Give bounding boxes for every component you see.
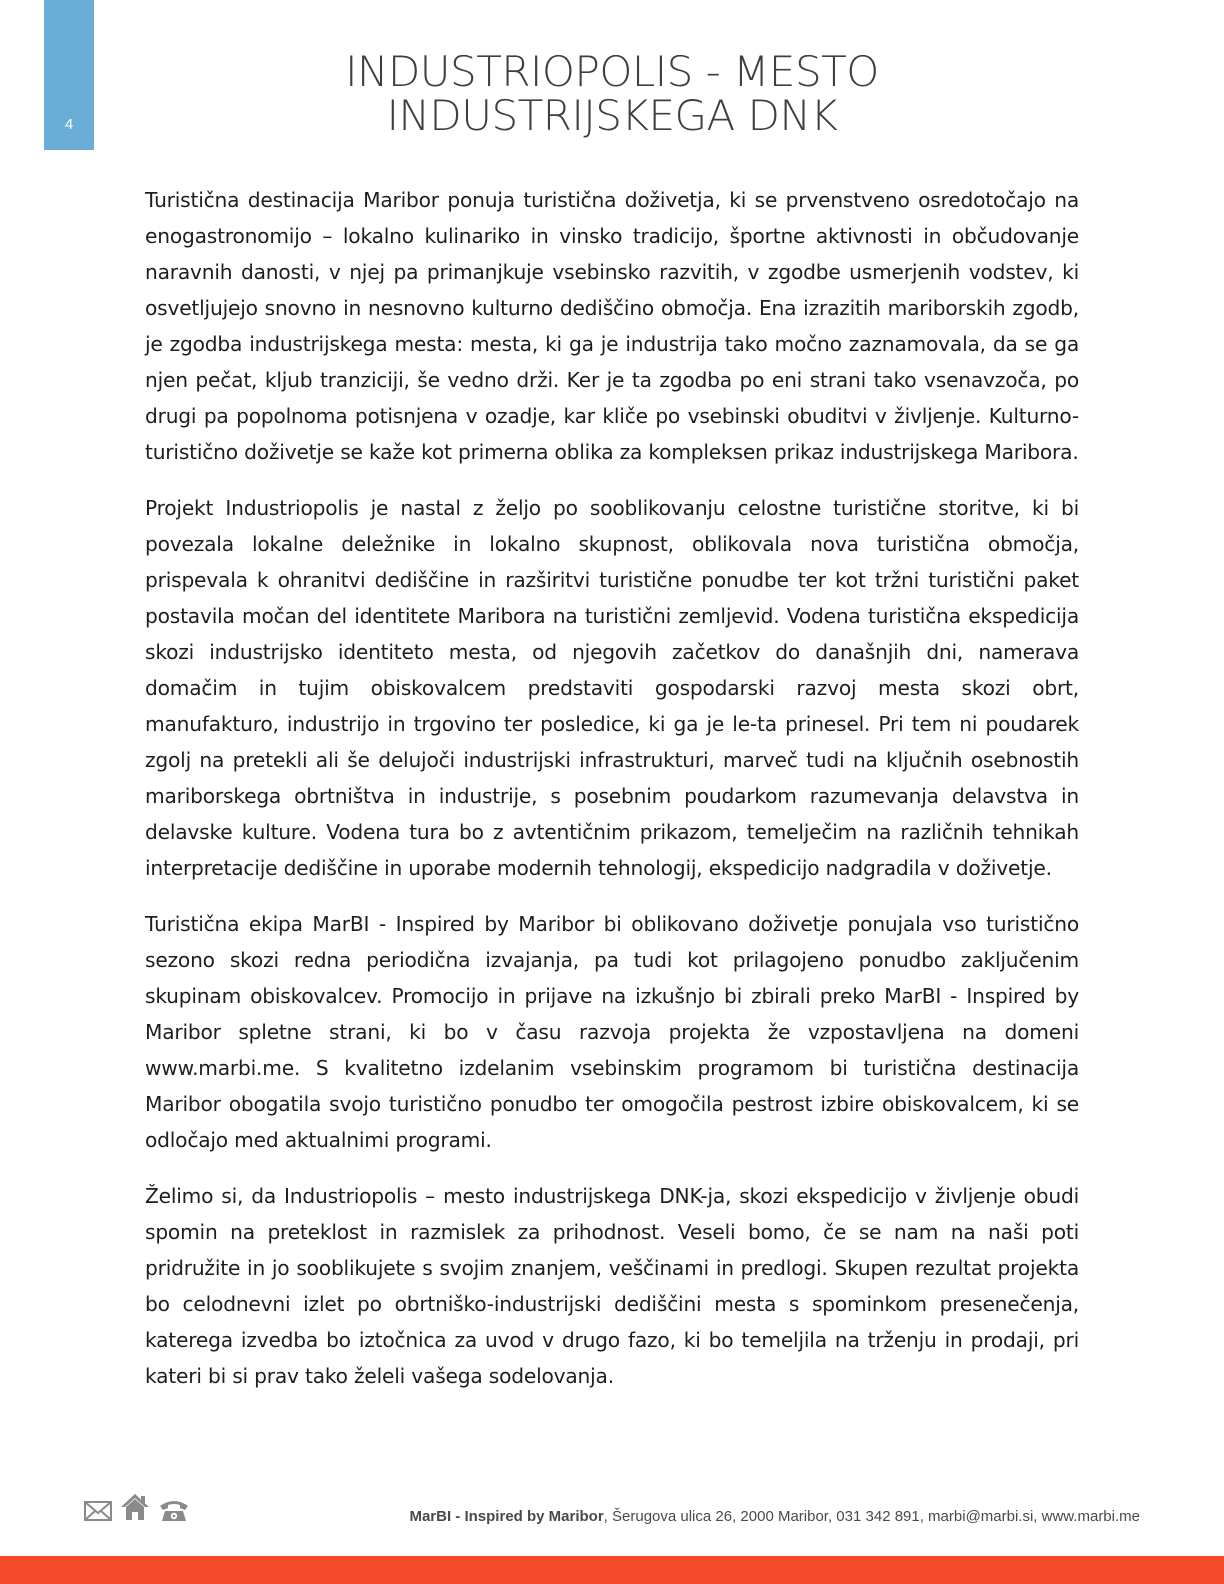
title-line-2: INDUSTRIJSKEGA DNK <box>386 91 838 140</box>
telephone-icon <box>158 1498 190 1522</box>
footer-icons <box>84 1490 190 1522</box>
footer-brand: MarBI - Inspired by Maribor <box>409 1508 604 1525</box>
home-icon <box>120 1492 150 1522</box>
footer-contact <box>409 1508 1140 1525</box>
title-line-1: INDUSTRIOPOLIS - MESTO <box>345 47 879 96</box>
body-text <box>145 182 1079 1414</box>
footer-details: , Šerugova ulica 26, 2000 Maribor, 031 342 891, marbi@marbi.si, www.marbi.me <box>603 1508 1140 1525</box>
paragraph-1: Turistična destinacija Maribor ponuja turistična doživetja, ki se prvenstveno osredotočajo na enogastronomijo – lokalno kulinariko in vinsko tradicijo, športne aktivnosti in občudovanje naravnih danosti, v njej pa primanjkuje vsebinsko razvitih, v zgodbe usmerjenih vodstev, ki osvetljujejo snovno in nesnovno kulturno dediščino območja. Ena izrazitih mariborskih zgodb, je zgodba industrijskega mesta: mesta, ki ga je industrija tako močno zaznamovala, da se ga njen pečat, kljub tranziciji, še vedno drži. Ker je ta zgodba po eni strani tako vsenavzoča, po drugi pa popolnoma potisnjena v ozadje, kar kliče po vsebinski obuditvi v življenje. Kulturno-turistično doživetje se kaže kot primerna oblika za kompleksen prikaz industrijskega Maribora. <box>145 188 1079 464</box>
envelope-icon <box>84 1500 112 1522</box>
page-number: 4 <box>64 116 74 133</box>
paragraph-3: Turistična ekipa MarBI - Inspired by Maribor bi oblikovano doživetje ponujala vso turistično sezono skozi redna periodična izvajanja, pa tudi kot prilagojeno ponudbo zaključenim skupinam obiskovalcev. Promocijo in prijave na izkušnjo bi zbirali preko MarBI - Inspired by Maribor spletne strani, ki bo v času razvoja projekta že vzpostavljena na domeni www.marbi.me. S kvalitetno izdelanim vsebinskim programom bi turistična destinacija Maribor obogatila svojo turistično ponudbo ter omogočila pestrost izbire obiskovalcem, ki se odločajo med aktualnimi programi. <box>145 912 1079 1152</box>
page-title <box>230 47 994 140</box>
paragraph-2: Projekt Industriopolis je nastal z željo po sooblikovanju celostne turistične storitve, ki bi povezala lokalne deležnike in lokalno skupnost, oblikovala nova turistična območja, prispevala k ohranitvi dediščine in razširitvi turistične ponudbe ter kot tržni turistični paket postavila močan del identitete Maribora na turistični zemljevid. Vodena turistična ekspedicija skozi industrijsko identiteto mesta, od njegovih začetkov do današnjih dni, namerava domačim in tujim obiskovalcem predstaviti gospodarski razvoj mesta skozi obrt, manufakturo, industrijo in trgovino ter posledice, ki ga je le-ta prinesel. Pri tem ni poudarek zgolj na pretekli ali še delujoči industrijski infrastrukturi, marveč tudi na ključnih osebnostih mariborskega obrtništva in industrije, s posebnim poudarkom razumevanja delavstva in delavske kulture. Vodena tura bo z avtentičnim prikazom, temelječim na različnih tehnikah interpretacije dediščine in uporabe modernih tehnologij, ekspedicijo nadgradila v doživetje. <box>145 496 1079 880</box>
paragraph-4: Želimo si, da Industriopolis – mesto industrijskega DNK-ja, skozi ekspedicijo v življenje obudi spomin na preteklost in razmislek za prihodnost. Veseli bomo, če se nam na naši poti pridružite in jo sooblikujete s svojim znanjem, veščinami in predlogi. Skupen rezultat projekta bo celodnevni izlet po obrtniško-industrijski dediščini mesta s spominkom presenečenja, katerega izvedba bo iztočnica za uvod v drugo fazo, ki bo temeljila na trženju in prodaji, pri kateri bi si prav tako želeli vašega sodelovanja. <box>145 1184 1079 1388</box>
page-number-tab <box>44 0 94 150</box>
bottom-accent-bar <box>0 1556 1224 1584</box>
